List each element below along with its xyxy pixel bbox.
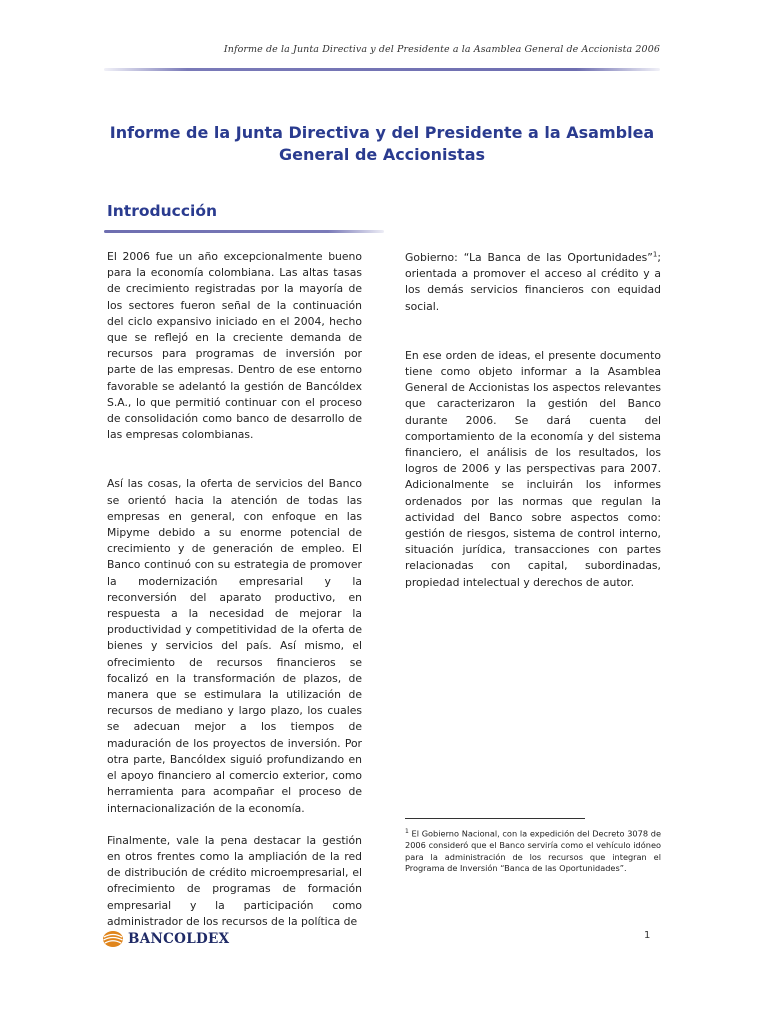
paragraph <box>405 250 661 315</box>
paragraph-text: Gobierno: “La Banca de las Oportunidades” <box>405 251 653 264</box>
footnote-text: El Gobierno Nacional, con la expedición del Decreto 3078 de 2006 consideró que el Banco serviría como el vehículo idóneo para la administración de los recursos que integran el Programa de Inversión “Banca de las Oportunidades”. <box>405 828 661 874</box>
right-column <box>405 250 661 591</box>
section-rule <box>104 230 384 233</box>
footnote-mark: 1 <box>405 828 409 835</box>
left-column <box>107 249 362 930</box>
paragraph: Así las cosas, la oferta de servicios del Banco se orientó hacia la atención de todas las empresas en general, con enfoque en las Mipyme debido a su enorme potencial de crecimiento y de generación de empleo. El Banco continuó con su estrategia de promover la modernización empresarial y la reconversión del aparato productivo, en respuesta a la necesidad de mejorar la productividad y competitividad de la oferta de bienes y servicios del país. Así mismo, el ofrecimiento de recursos financieros se focalizó en la transformación de plazos, de manera que se estimulara la utilización de recursos de mediano y largo plazo, los cuales se adecuan mejor a los tiempos de maduración de los proyectos de inversión. Por otra parte, Bancóldex siguió profundizando en el apoyo financiero al comercio exterior, como herramienta para acompañar el proceso de internacionalización de la economía. <box>107 477 362 815</box>
running-header: Informe de la Junta Directiva y del Presidente a la Asamblea General de Accionista 2006 <box>223 44 660 55</box>
paragraph-text: ; orientada a promover el acceso al crédito y a los demás servicios financieros con equidad social. <box>405 251 661 313</box>
footnote-reference[interactable]: 1 <box>652 250 658 259</box>
header-rule <box>104 68 660 71</box>
logo-text: BANCOLDEX <box>128 931 230 947</box>
paragraph: El 2006 fue un año excepcionalmente bueno para la economía colombiana. Las altas tasas de crecimiento registradas por la mayoría de los sectores fueron señal de la continuación del ciclo expansivo iniciado en el 2004, hecho que se reflejó en la creciente demanda de recursos para programas de inversión por parte de las empresas. Dentro de ese entorno favorable se adelantó la gestión de Bancóldex S.A., lo que permitió continuar con el proceso de consolidación como banco de desarrollo de las empresas colombianas. <box>107 250 362 442</box>
footnote-separator <box>405 818 585 819</box>
bancoldex-logo-icon <box>102 930 124 948</box>
section-heading: Introducción <box>107 202 218 220</box>
footnote <box>405 826 661 875</box>
document-title-line-1: Informe de la Junta Directiva y del Presidente a la Asamblea <box>109 123 655 142</box>
paragraph: Finalmente, vale la pena destacar la gestión en otros frentes como la ampliación de la red de distribución de crédito microempresarial, el ofrecimiento de programas de formación empresarial y la participación como administrador de los recursos de la política de <box>107 833 362 928</box>
paragraph: En ese orden de ideas, el presente documento tiene como objeto informar a la Asamblea General de Accionistas los aspectos relevantes que caracterizaron la gestión del Banco durante 2006. Se dará cuenta del comportamiento de la economía y del sistema financiero, el análisis de los resultados, los logros de 2006 y las perspectivas para 2007. Adicionalmente se incluirán los informes ordenados por las normas que regulan la actividad del Banco sobre aspectos como: gestión de riesgos, sistema de control interno, situación jurídica, transacciones con partes relacionadas con capital, subordinadas, propiedad intelectual y derechos de autor. <box>405 348 661 589</box>
document-title-line-2: General de Accionistas <box>278 145 486 164</box>
bancoldex-logo <box>102 930 229 948</box>
page-number: 1 <box>644 930 651 941</box>
document-title <box>104 122 660 166</box>
